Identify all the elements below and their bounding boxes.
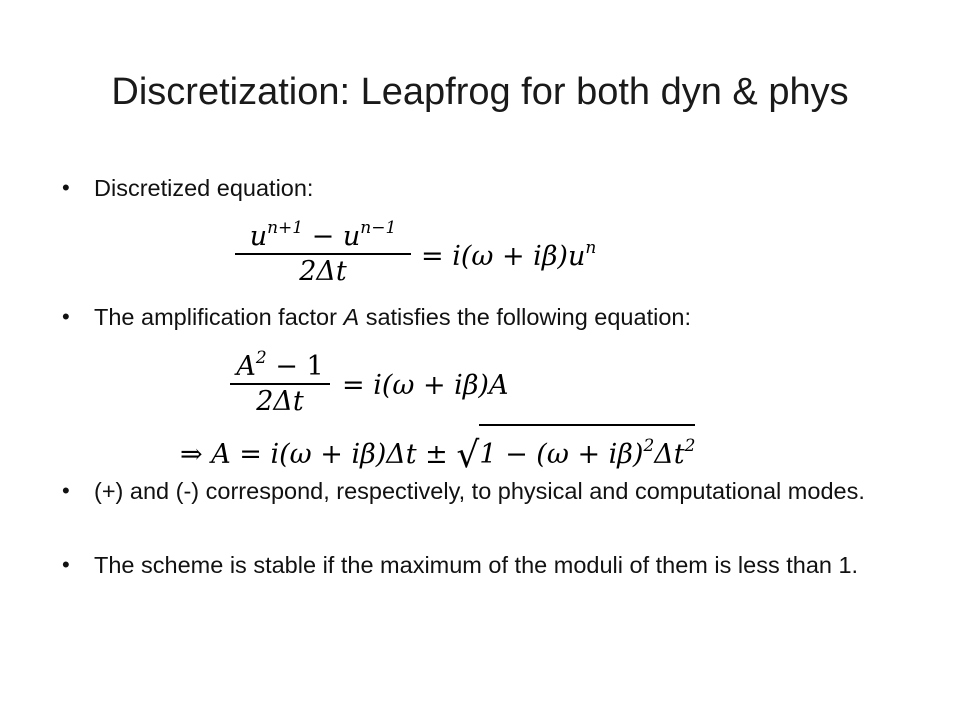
bullet-marker: • (62, 304, 70, 329)
equation-solution (180, 424, 695, 474)
superscript: n (585, 238, 597, 258)
operator-minus-one: − 1 (266, 351, 324, 382)
bullet-text: The scheme is stable if the maximum of the moduli of them is less than 1. (94, 552, 859, 578)
sqrt-body (479, 424, 695, 473)
superscript: 2 (643, 436, 655, 456)
bullet-text: Discretized equation: (94, 175, 314, 201)
symbol-u: u (342, 221, 361, 252)
bullet-text-italic: A (343, 304, 360, 330)
sqrt-body-part: Δt (654, 439, 685, 470)
bullet-text-part: The amplification factor (94, 304, 344, 330)
slide-title: Discretization: Leapfrog for both dyn & phys (111, 71, 849, 113)
superscript: 2 (255, 348, 267, 368)
rhs-text: = i(ω + iβ)u (421, 241, 586, 272)
bullet-marker: • (62, 552, 70, 577)
equation-fraction (235, 212, 411, 289)
fraction-numerator (230, 342, 330, 383)
equation-rhs: = i(ω + iβ)A (342, 370, 509, 401)
equation-rhs (421, 232, 596, 273)
bullet-text-part: satisfies the following equation: (359, 304, 691, 330)
bullet-text (94, 302, 924, 332)
superscript: n−1 (360, 218, 397, 238)
fraction-numerator (235, 212, 411, 253)
symbol-u: u (249, 221, 268, 252)
operator-minus: − (303, 221, 343, 252)
sqrt-icon: √ (456, 435, 480, 476)
fraction-denominator: 2Δt (299, 256, 347, 287)
bullet-text: (+) and (-) correspond, respectively, to physical and computational modes. (94, 478, 865, 504)
equation-fraction (230, 342, 330, 419)
bullet-marker: • (62, 175, 70, 200)
sqrt-body-part: 1 − (ω + iβ) (479, 439, 644, 470)
solution-lhs: ⇒ A = i(ω + iβ)Δt ± (180, 439, 457, 470)
fraction-denominator: 2Δt (256, 386, 304, 417)
symbol-a: A (236, 351, 256, 382)
superscript: n+1 (267, 218, 304, 238)
superscript: 2 (684, 436, 696, 456)
square-root (456, 424, 695, 474)
bullet-marker: • (62, 478, 70, 503)
